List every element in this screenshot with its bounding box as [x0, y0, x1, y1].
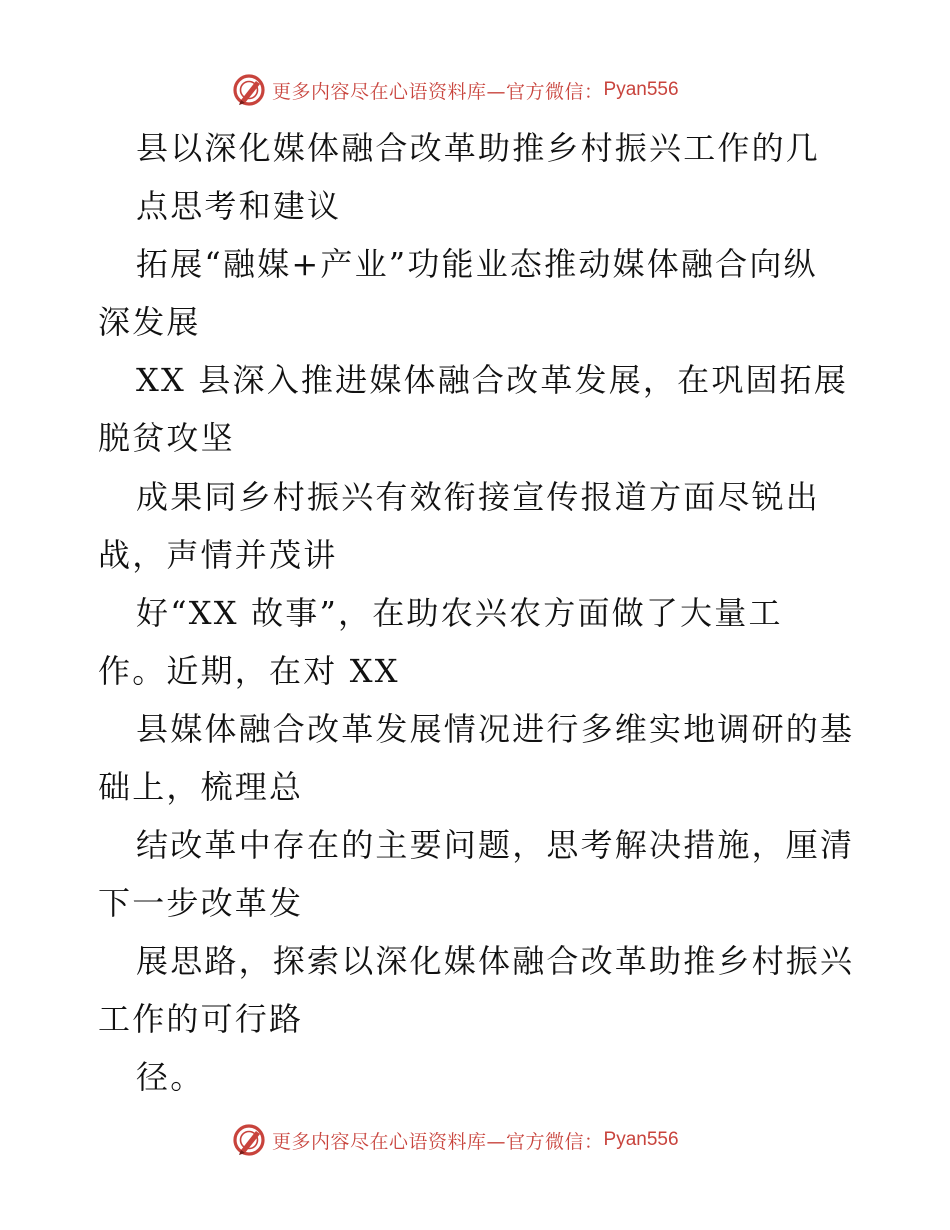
body-line: 点思考和建议 — [136, 187, 342, 225]
body-line: XX 县深入推进媒体融合改革发展，在巩固拓展 — [136, 361, 849, 399]
banner-slogan: 更多内容尽在心语资料库—官方微信： — [272, 1130, 604, 1153]
body-line: 深发展 — [98, 303, 201, 341]
body-line: 战，声情并茂讲 — [98, 536, 338, 574]
body-line: 下一步改革发 — [98, 884, 304, 922]
body-line: 好“XX 故事”，在助农兴农方面做了大量工 — [136, 594, 783, 632]
body-line: 脱贫攻坚 — [98, 419, 235, 457]
body-line: 结改革中存在的主要问题，思考解决措施，厘清 — [136, 826, 855, 864]
body-line: 础上，梳理总 — [98, 768, 304, 806]
body-line: 工作的可行路 — [98, 1000, 304, 1038]
body-line: 径。 — [136, 1058, 205, 1096]
body-line: 拓展“融媒+产业”功能业态推动媒体融合向纵 — [136, 245, 818, 283]
body-line: 成果同乡村振兴有效衔接宣传报道方面尽锐出 — [136, 478, 821, 516]
pen-logo-icon — [232, 1123, 266, 1157]
banner-wechat-id: Pyan556 — [603, 79, 679, 100]
banner-wechat-id: Pyan556 — [603, 1129, 679, 1150]
body-line: 展思路，探索以深化媒体融合改革助推乡村振兴 — [136, 942, 855, 980]
body-line: 作。近期，在对 XX — [98, 652, 400, 690]
body-line: 县以深化媒体融合改革助推乡村振兴工作的几 — [136, 129, 821, 167]
footer-banner — [232, 1122, 679, 1158]
body-line: 县媒体融合改革发展情况进行多维实地调研的基 — [136, 710, 855, 748]
banner-slogan: 更多内容尽在心语资料库—官方微信： — [272, 80, 604, 103]
